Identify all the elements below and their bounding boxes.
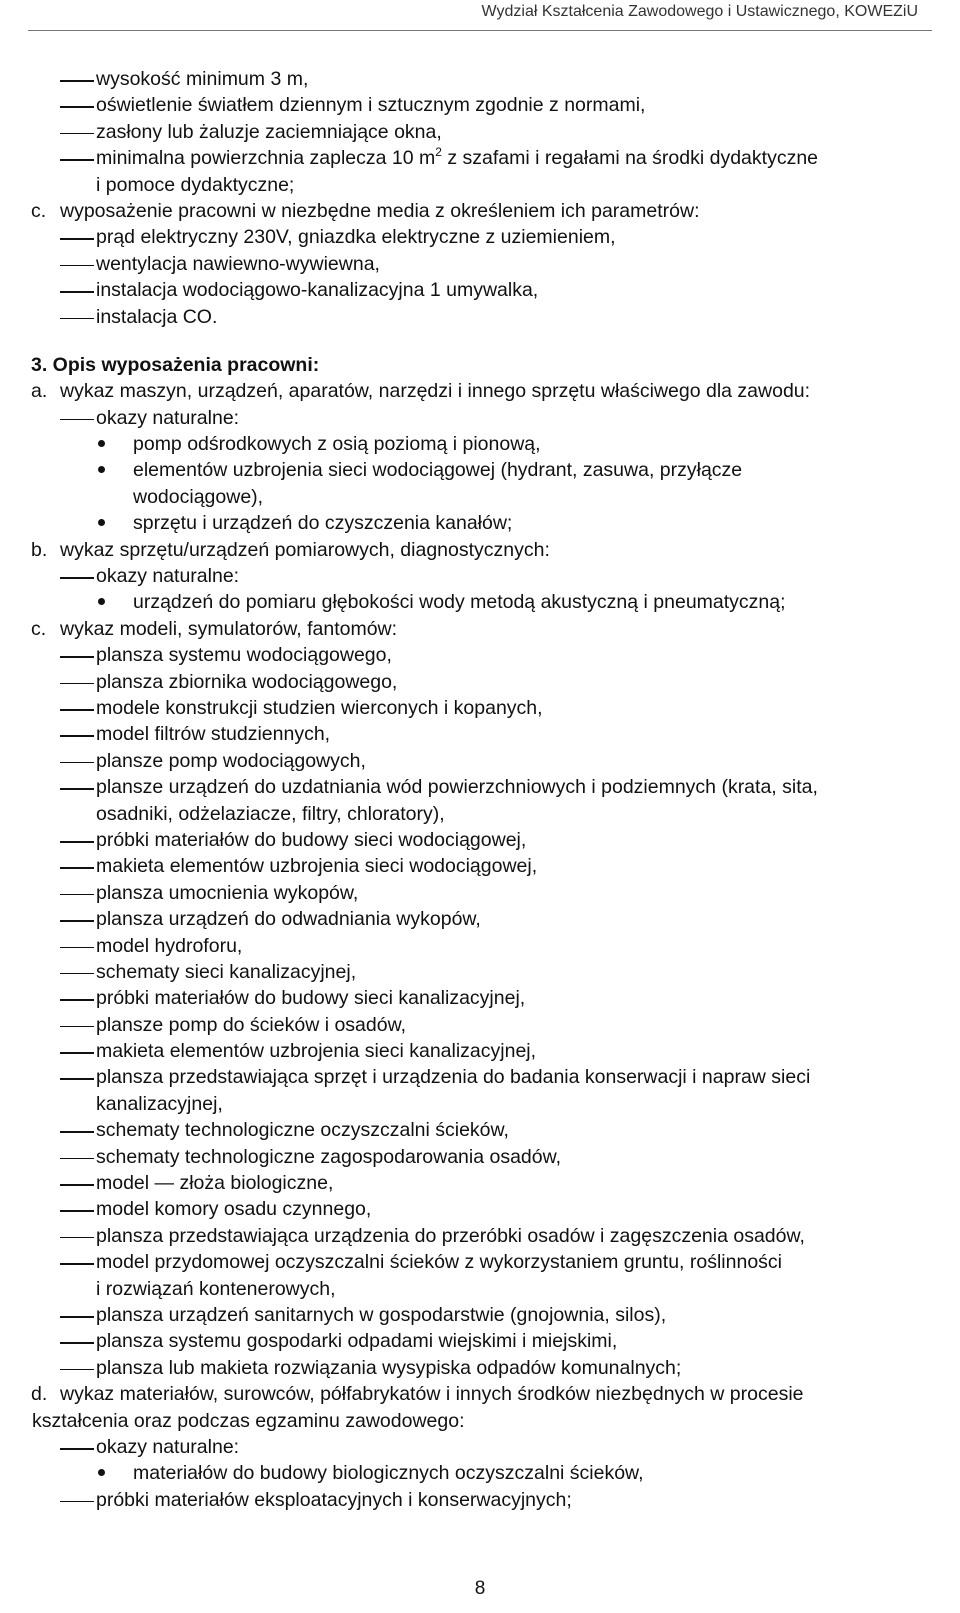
text-run: model hydroforu,	[96, 934, 243, 957]
item-text	[96, 774, 818, 800]
list-item	[28, 484, 948, 510]
list-item	[28, 1170, 948, 1196]
document-body	[28, 66, 948, 1513]
list-item	[28, 616, 948, 642]
dash-marker	[60, 999, 94, 1001]
item-text	[96, 277, 538, 303]
list-item	[28, 1038, 948, 1064]
list-item	[28, 1012, 948, 1038]
item-text	[96, 906, 481, 932]
item-text	[32, 1408, 465, 1434]
item-text	[96, 563, 239, 589]
item-text	[96, 92, 645, 118]
item-text	[96, 669, 397, 695]
bullet-marker	[98, 598, 105, 605]
text-run: wentylacja nawiewno-wywiewna,	[96, 252, 380, 275]
list-item	[28, 537, 948, 563]
text-run: z szafami i regałami na środki dydaktyczne	[441, 147, 819, 170]
dash-marker	[60, 106, 94, 108]
item-text	[96, 1249, 782, 1275]
dash-marker	[60, 1501, 94, 1503]
item-text	[96, 959, 356, 985]
item-text	[96, 1302, 666, 1328]
item-text	[96, 251, 380, 277]
dash-marker	[60, 577, 94, 579]
dash-marker	[60, 762, 94, 764]
dash-marker	[60, 419, 94, 421]
dash-marker	[60, 1052, 94, 1054]
list-item	[28, 198, 948, 224]
text-run: kanalizacyjnej,	[96, 1092, 223, 1115]
list-item	[28, 304, 948, 330]
dash-marker	[60, 788, 94, 790]
item-text	[96, 172, 294, 198]
list-item	[28, 1302, 948, 1328]
item-text	[96, 1487, 572, 1513]
list-item	[28, 563, 948, 589]
list-item	[28, 1276, 948, 1302]
list-item	[28, 145, 948, 171]
text-run: i rozwiązań kontenerowych,	[96, 1277, 336, 1300]
dash-marker	[60, 1158, 94, 1160]
item-text	[96, 853, 537, 879]
text-run: i pomoce dydaktyczne;	[96, 173, 295, 196]
item-text	[96, 1223, 805, 1249]
item-text	[96, 304, 217, 330]
dash-marker	[60, 238, 94, 240]
text-run: prąd elektryczny 230V, gniazdka elektryczne z uziemieniem,	[96, 226, 616, 249]
item-text	[96, 933, 242, 959]
item-text	[96, 224, 616, 250]
bullet-marker	[98, 519, 105, 526]
item-text	[96, 1117, 509, 1143]
list-item	[28, 880, 948, 906]
text-run: plansze pomp wodociągowych,	[96, 749, 366, 772]
dash-marker	[60, 1316, 94, 1318]
text-run: wykaz modeli, symulatorów, fantomów:	[60, 617, 398, 640]
item-text	[96, 1328, 617, 1354]
item-text	[60, 537, 550, 563]
text-run: elementów uzbrojenia sieci wodociągowej (hydrant, zasuwa, przyłącze	[133, 459, 743, 482]
dash-marker	[60, 1184, 94, 1186]
list-item	[28, 748, 948, 774]
text-run: materiałów do budowy biologicznych oczyszczalni ścieków,	[133, 1462, 644, 1485]
dash-marker	[60, 1078, 94, 1080]
dash-marker	[60, 841, 94, 843]
item-text	[96, 748, 366, 774]
text-run: plansza systemu wodociągowego,	[96, 644, 392, 667]
dash-marker	[60, 1263, 94, 1265]
text-run: plansza umocnienia wykopów,	[96, 881, 359, 904]
list-item	[28, 642, 948, 668]
list-item	[28, 251, 948, 277]
list-item	[28, 1460, 948, 1486]
item-text	[96, 1012, 406, 1038]
text-run: wykaz maszyn, urządzeń, aparatów, narzędzi i innego sprzętu właściwego dla zawodu:	[60, 380, 811, 403]
item-text	[133, 510, 512, 536]
text-run: 3. Opis wyposażenia pracowni:	[31, 353, 320, 376]
item-text	[96, 801, 445, 827]
dash-marker	[60, 973, 94, 975]
item-text	[133, 1460, 644, 1486]
list-item	[28, 933, 948, 959]
text-run: plansze urządzeń do uzdatniania wód powierzchniowych i podziemnych (krata, sita,	[96, 776, 818, 799]
text-run: pomp odśrodkowych z osią poziomą i pionową,	[133, 433, 541, 456]
text-run: wykaz materiałów, surowców, półfabrykatów i innych środków niezbędnych w procesie	[60, 1383, 804, 1406]
list-item	[28, 405, 948, 431]
text-run: plansza zbiornika wodociągowego,	[96, 670, 398, 693]
item-text	[96, 1355, 681, 1381]
text-run: okazy naturalne:	[96, 406, 240, 429]
text-run: model filtrów studziennych,	[96, 723, 331, 746]
item-text	[96, 1091, 223, 1117]
text-run: schematy technologiczne zagospodarowania osadów,	[96, 1145, 562, 1168]
text-run: schematy technologiczne oczyszczalni ścieków,	[96, 1119, 509, 1142]
text-run: kształcenia oraz podczas egzaminu zawodowego:	[32, 1409, 465, 1432]
item-text	[133, 431, 541, 457]
dash-marker	[60, 1210, 94, 1212]
page-number: 8	[474, 1578, 486, 1599]
dash-marker	[60, 1237, 94, 1239]
text-run: plansza urządzeń sanitarnych w gospodarstwie (gnojownia, silos),	[96, 1303, 667, 1326]
dash-marker	[60, 265, 94, 267]
text-run: schematy sieci kanalizacyjnej,	[96, 960, 357, 983]
list-item	[28, 774, 948, 800]
text-run: instalacja CO.	[96, 305, 218, 328]
item-text	[96, 66, 308, 92]
item-text	[96, 827, 526, 853]
text-run: model przydomowej oczyszczalni ścieków z wykorzystaniem gruntu, roślinności	[96, 1251, 782, 1274]
item-text	[133, 457, 742, 483]
text-run: okazy naturalne:	[96, 565, 240, 588]
item-text	[96, 695, 543, 721]
text-run: okazy naturalne:	[96, 1435, 240, 1458]
text-run: makieta elementów uzbrojenia sieci kanalizacyjnej,	[96, 1040, 537, 1063]
item-text	[60, 198, 699, 224]
list-marker: c.	[31, 199, 47, 222]
item-text	[96, 1144, 561, 1170]
bullet-marker	[98, 1469, 105, 1476]
dash-marker	[60, 683, 94, 685]
item-text	[133, 484, 263, 510]
item-text	[96, 642, 392, 668]
text-run: urządzeń do pomiaru głębokości wody metodą akustyczną i pneumatyczną;	[133, 591, 786, 614]
list-item	[28, 853, 948, 879]
list-item	[28, 1328, 948, 1354]
item-text	[96, 1064, 810, 1090]
text-run: próbki materiałów do budowy sieci kanalizacyjnej,	[96, 987, 526, 1010]
text-run: instalacja wodociągowo-kanalizacyjna 1 umywalka,	[96, 279, 539, 302]
text-run: model komory osadu czynnego,	[96, 1198, 372, 1221]
dash-marker	[60, 947, 94, 949]
item-text	[96, 1170, 333, 1196]
item-text	[96, 145, 818, 171]
text-run: modele konstrukcji studzien wierconych i kopanych,	[96, 696, 543, 719]
dash-marker	[60, 1026, 94, 1028]
list-marker: b.	[31, 538, 48, 561]
list-item	[28, 1144, 948, 1170]
dash-marker	[60, 709, 94, 711]
dash-marker	[60, 894, 94, 896]
dash-marker	[60, 920, 94, 922]
dash-marker	[60, 291, 94, 293]
list-item	[28, 1196, 948, 1222]
list-item	[28, 224, 948, 250]
list-item	[28, 985, 948, 1011]
text-run: minimalna powierzchnia zaplecza 10 m	[96, 147, 436, 170]
list-item	[28, 589, 948, 615]
item-text	[60, 1381, 804, 1407]
list-item	[28, 959, 948, 985]
list-item	[28, 695, 948, 721]
bullet-marker	[98, 466, 105, 473]
list-item	[28, 277, 948, 303]
text-run: wyposażenie pracowni w niezbędne media z określeniem ich parametrów:	[60, 199, 700, 222]
text-run: plansza przedstawiająca sprzęt i urządzenia do badania konserwacji i napraw sieci	[96, 1066, 811, 1089]
text-run: wykaz sprzętu/urządzeń pomiarowych, diagnostycznych:	[60, 538, 550, 561]
list-item	[28, 1381, 948, 1407]
list-item	[28, 352, 948, 378]
text-run: sprzętu i urządzeń do czyszczenia kanałów;	[133, 512, 513, 535]
text-run: wodociągowe),	[133, 485, 264, 508]
text-run: próbki materiałów do budowy sieci wodociągowej,	[96, 828, 527, 851]
item-text	[60, 616, 397, 642]
item-text	[96, 1196, 371, 1222]
text-run: plansza urządzeń do odwadniania wykopów,	[96, 908, 481, 931]
superscript: 2	[435, 144, 442, 159]
item-text	[96, 985, 525, 1011]
dash-marker	[60, 318, 94, 320]
list-item	[28, 1487, 948, 1513]
list-item	[28, 378, 948, 404]
list-item	[28, 827, 948, 853]
list-item	[28, 92, 948, 118]
list-item	[28, 172, 948, 198]
dash-marker	[60, 1342, 94, 1344]
text-run: makieta elementów uzbrojenia sieci wodociągowej,	[96, 855, 538, 878]
item-text	[96, 1434, 239, 1460]
list-item	[28, 1064, 948, 1090]
section-heading	[31, 352, 319, 378]
item-text	[96, 1276, 336, 1302]
dash-marker	[60, 656, 94, 658]
header-divider	[28, 30, 932, 31]
dash-marker	[60, 133, 94, 135]
text-run: osadniki, odżelaziacze, filtry, chloratory),	[96, 802, 445, 825]
list-item	[28, 1117, 948, 1143]
spacer	[28, 330, 948, 352]
list-item	[28, 457, 948, 483]
list-item	[28, 431, 948, 457]
text-run: plansza lub makieta rozwiązania wysypiska odpadów komunalnych;	[96, 1356, 682, 1379]
item-text	[96, 1038, 536, 1064]
list-item	[28, 119, 948, 145]
item-text	[96, 119, 442, 145]
list-item	[28, 1408, 948, 1434]
text-run: próbki materiałów eksploatacyjnych i konserwacyjnych;	[96, 1488, 572, 1511]
list-marker: a.	[31, 380, 48, 403]
item-text	[133, 589, 786, 615]
item-text	[96, 880, 358, 906]
list-item	[28, 801, 948, 827]
text-run: model — złoża biologiczne,	[96, 1172, 334, 1195]
text-run: plansza systemu gospodarki odpadami wiejskimi i miejskimi,	[96, 1330, 618, 1353]
page-header: Wydział Kształcenia Zawodowego i Ustawicznego, KOWEZiU	[481, 3, 918, 20]
list-item	[28, 1249, 948, 1275]
item-text	[96, 721, 330, 747]
list-marker: c.	[31, 617, 47, 640]
dash-marker	[60, 735, 94, 737]
text-run: zasłony lub żaluzje zaciemniające okna,	[96, 120, 442, 143]
list-item	[28, 669, 948, 695]
list-item	[28, 721, 948, 747]
dash-marker	[60, 159, 94, 161]
dash-marker	[60, 867, 94, 869]
text-run: plansze pomp do ścieków i osadów,	[96, 1013, 407, 1036]
text-run: wysokość minimum 3 m,	[96, 68, 309, 90]
list-item	[28, 1434, 948, 1460]
list-item	[28, 66, 948, 92]
list-marker: d.	[31, 1383, 48, 1406]
list-item	[28, 1355, 948, 1381]
bullet-marker	[98, 440, 105, 447]
dash-marker	[60, 1448, 94, 1450]
list-item	[28, 1223, 948, 1249]
dash-marker	[60, 1131, 94, 1133]
list-item	[28, 1091, 948, 1117]
list-item	[28, 510, 948, 536]
text-run: oświetlenie światłem dziennym i sztucznym zgodnie z normami,	[96, 94, 646, 117]
text-run: plansza przedstawiająca urządzenia do przeróbki osadów i zagęszczenia osadów,	[96, 1224, 805, 1247]
list-item	[28, 906, 948, 932]
dash-marker	[60, 80, 94, 82]
item-text	[96, 405, 239, 431]
dash-marker	[60, 1369, 94, 1371]
item-text	[60, 378, 810, 404]
